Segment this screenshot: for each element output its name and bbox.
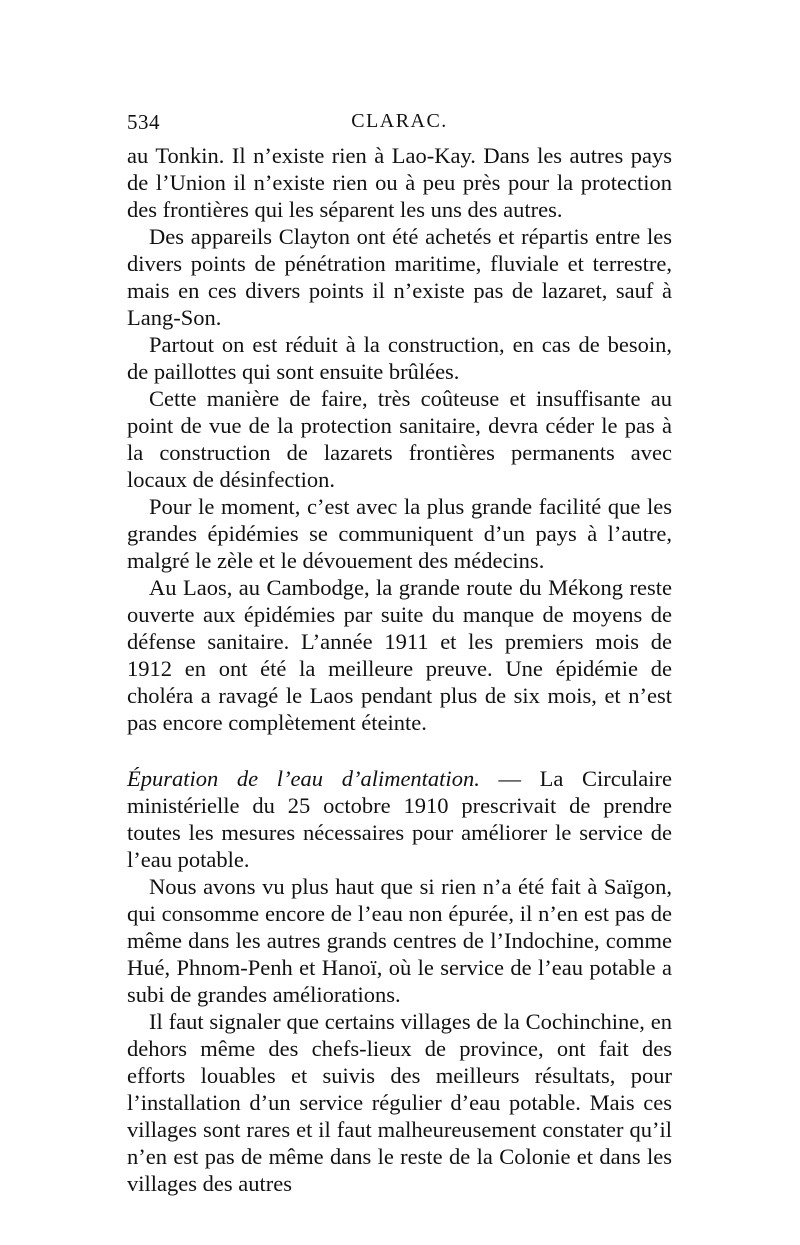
paragraph: Au Laos, au Cambodge, la grande route du Mékong reste ouverte aux épidémies par suite du manque de moyens de défense sanitaire. L’année 1911 et les premiers mois de 1912 en ont été la meilleure preuve. Une épidémie de choléra a ravagé le Laos pendant plus de six mois, et n’est pas encore complètement éteinte. (127, 575, 672, 735)
paragraph: Il faut signaler que certains villages de la Cochinchine, en dehors même des chefs-lieux de province, ont fait des efforts louables et suivis des meilleurs résultats, pour l’installation d’un service régulier d’eau potable. Mais ces villages sont rares et il faut malheureusement constater qu’il n’en est pas de même dans le reste de la Colonie et dans les villages des autres (127, 1009, 672, 1196)
page-header (127, 110, 672, 140)
paragraph: Pour le moment, c’est avec la plus grande facilité que les grandes épidémies se communiquent d’un pays à l’autre, malgré le zèle et le dévouement des médecins. (127, 494, 672, 573)
section-dash: — (479, 766, 540, 791)
section-paragraph (127, 765, 672, 873)
section-spacer (127, 736, 672, 765)
paragraph: Des appareils Clayton ont été achetés et répartis entre les divers points de pénétration maritime, fluviale et terrestre, mais en ces divers points il n’existe pas de lazaret, sauf à Lang-Son. (127, 224, 672, 330)
section-lead-text: La Circulaire ministérielle du 25 octobre 1910 prescrivait de prendre toutes les mesures nécessaires pour améliorer le service de l’eau potable. (127, 766, 673, 872)
body-text (127, 142, 672, 1197)
paragraph: Cette manière de faire, très coûteuse et insuffisante au point de vue de la protection sanitaire, devra céder le pas à la construction de lazarets frontières permanents avec locaux de désinfection. (127, 386, 672, 492)
paragraph: au Tonkin. Il n’existe rien à Lao-Kay. Dans les autres pays de l’Union il n’existe rien ou à peu près pour la protection des frontières qui les séparent les uns des autres. (127, 143, 672, 222)
running-head: CLARAC. (351, 110, 448, 132)
page-number: 534 (127, 110, 160, 134)
section-title: Épuration de l’eau d’alimentation. (127, 766, 480, 791)
paragraph: Partout on est réduit à la construction, en cas de besoin, de paillottes qui sont ensuite brûlées. (127, 332, 672, 384)
paragraph: Nous avons vu plus haut que si rien n’a été fait à Saïgon, qui consomme encore de l’eau non épurée, il n’en est pas de même dans les autres grands centres de l’Indochine, comme Hué, Phnom-Penh et Hanoï, où le service de l’eau potable a subi de grandes améliorations. (127, 874, 672, 1007)
